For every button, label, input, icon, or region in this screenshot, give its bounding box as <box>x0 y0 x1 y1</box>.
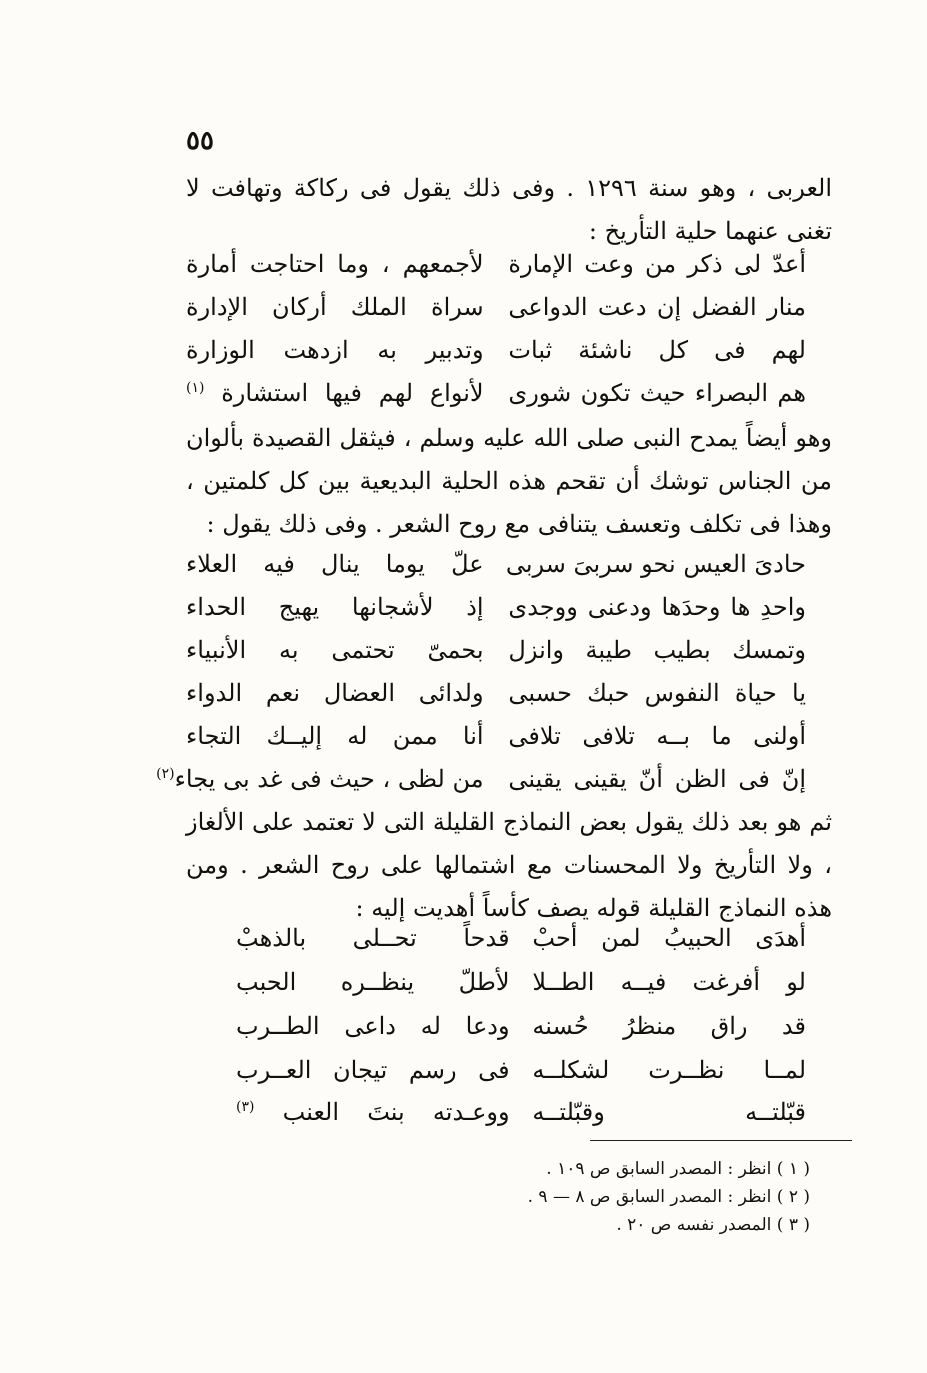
poem-2-verse-2 <box>186 585 806 629</box>
verse-first-hemistich: منار الفضل إن دعت الدواعى <box>508 293 806 321</box>
paragraph-praise: وهو أيضاً يمدح النبى صلى الله عليه وسلم ، فيثقل القصيدة بألوان من الجناس توشك أن تقحم هذه الحلية البديعية بين كل كلمتين ، وهذا فى تكلف وتعسف يتنافى مع روح الشعر . وفى ذلك يقول : <box>186 424 832 538</box>
paragraph-models: ثم هو بعد ذلك يقول بعض النماذج القليلة التى لا تعتمد على الألغاز ، ولا التأريخ ولا المحسنات مع اشتمالها على روح الشعر . ومن هذه النماذج القليلة قوله يصف كأساً أهديت إليه : <box>186 808 832 922</box>
poem-1-verse-3 <box>186 328 806 372</box>
verse-second-hemistich: علّ يوما ينال فيه العلاء <box>186 550 484 578</box>
verse-second-hemistich <box>236 1090 510 1134</box>
verse-first-hemistich: قد راق منظرُ حُسنه <box>532 1012 806 1040</box>
verse-second-hemistich: وتدبير به ازدهت الوزارة <box>186 336 484 364</box>
poem-3-verse-3 <box>236 1004 806 1048</box>
verse-second-hemistich: قدحاً تحــلى بالذهبْ <box>236 924 510 952</box>
paragraph-intro: العربى ، وهو سنة ١٢٩٦ . وفى ذلك يقول فى ركاكة وتهافت لا تغنى عنهما حلية التأريخ : <box>186 174 833 245</box>
poem-1-verse-4 <box>186 371 806 415</box>
verse-second-hemistich: بحمىّ تحتمى به الأنبياء <box>186 636 484 664</box>
poem-3-verse-4 <box>236 1048 806 1092</box>
footnote-divider <box>590 1140 852 1141</box>
verse-first-hemistich: واحدِ ها وحدَها ودعنى ووجدى <box>508 593 806 621</box>
verse-first-hemistich: وتمسك بطيب طيبة وانزل <box>508 636 806 664</box>
poem-3-verse-5 <box>236 1090 806 1134</box>
verse-first-hemistich: قبّلتــه وقبّلتــه <box>532 1098 806 1126</box>
poem-3-verse-2 <box>236 960 806 1004</box>
verse-second-hemistich: ولدائى العضال نعم الدواء <box>186 679 484 707</box>
poem-2-verse-6 <box>156 757 806 801</box>
poem-2-verse-4 <box>186 671 806 715</box>
verse-first-hemistich: هم البصراء حيث تكون شورى <box>508 379 806 407</box>
hemistich-text: ووعـدته بنتَ العنب <box>282 1098 510 1126</box>
verse-first-hemistich: لهم فى كل ناشئة ثبات <box>508 336 806 364</box>
hemistich-text: من لظى ، حيث فى غد بى يجاء <box>174 765 484 793</box>
verse-first-hemistich: أولنى ما بــه تلافى تلافى <box>508 722 806 750</box>
footnote-marker: (١) <box>186 380 205 396</box>
verse-first-hemistich: إنّ فى الظن أنّ يقينى يقينى <box>508 765 806 793</box>
poem-2-verse-1 <box>186 542 806 586</box>
verse-second-hemistich: ودعا له داعى الطــرب <box>236 1012 510 1040</box>
footnote-3: ( ٣ ) المصدر نفسه ص ٢٠ . <box>616 1215 810 1235</box>
poem-1-verse-2 <box>186 285 806 329</box>
footnote-1: ( ١ ) انظر : المصدر السابق ص ١٠٩ . <box>546 1159 810 1179</box>
verse-second-hemistich: سراة الملك أركان الإدارة <box>186 293 484 321</box>
verse-second-hemistich <box>156 757 484 801</box>
poem-1-verse-1 <box>186 242 806 286</box>
footnote-2: ( ٢ ) انظر : المصدر السابق ص ٨ — ٩ . <box>527 1187 810 1207</box>
verse-second-hemistich: إذ لأشجانها يهيج الحداء <box>186 593 484 621</box>
poem-2-verse-3 <box>186 628 806 672</box>
verse-first-hemistich: لمــا نظــرت لشكلــه <box>532 1056 806 1084</box>
verse-first-hemistich: حادىَ العيس نحو سربىَ سربى <box>505 550 806 578</box>
hemistich-text: لأنواع لهم فيها استشارة <box>221 379 484 407</box>
verse-second-hemistich <box>186 371 484 415</box>
verse-second-hemistich: لأطلّ ينظــره الحبب <box>236 968 510 996</box>
verse-first-hemistich: لو أفرغت فيــه الطــلا <box>532 968 806 996</box>
poem-3-verse-1 <box>236 916 806 960</box>
verse-first-hemistich: أعدّ لى ذكر من وعت الإمارة <box>508 250 806 278</box>
verse-second-hemistich: أنا ممن له إليــك التجاء <box>186 722 484 750</box>
verse-second-hemistich: فى رسم تيجان العــرب <box>236 1056 510 1084</box>
footnote-marker: (٢) <box>156 766 175 782</box>
poem-2-verse-5 <box>186 714 806 758</box>
verse-first-hemistich: يا حياة النفوس حبك حسبى <box>508 679 806 707</box>
page-number: ٥٥ <box>186 126 214 156</box>
verse-first-hemistich: أهدَى الحبيبُ لمن أحبْ <box>532 924 806 952</box>
verse-second-hemistich: لأجمعهم ، وما احتاجت أمارة <box>186 250 484 278</box>
footnote-marker: (٣) <box>236 1099 255 1115</box>
